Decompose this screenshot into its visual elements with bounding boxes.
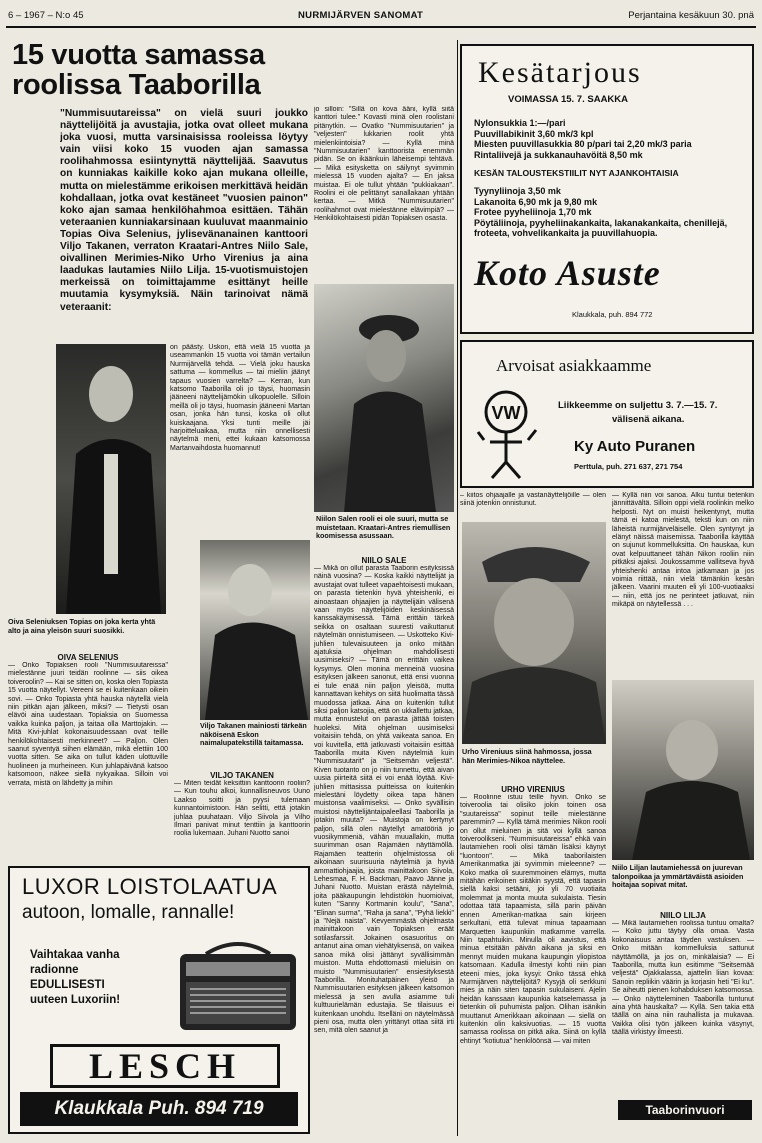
offer-line: Vaihtakaa vanha xyxy=(30,949,120,961)
caption-oiva-selenius: Oiva Seleniuksen Topias on joka kerta yhtä alto ja aina yleisön suuri suosikki. xyxy=(8,617,156,635)
offer-line: Lakanoita 6,90 mk ja 9,80 mk xyxy=(474,196,598,207)
kesa-sale-head: KESÄN TALOUSTEKSTIILIT NYT AJANKOHTAISIA xyxy=(474,168,679,178)
auto-title: Arvoisat asiakkaamme xyxy=(496,356,652,375)
auto-company: Ky Auto Puranen xyxy=(574,438,696,455)
person-silhouette-icon xyxy=(200,540,310,720)
radio-icon xyxy=(176,940,300,1034)
luxor-slogan: autoon, lomalle, rannalle! xyxy=(22,902,235,923)
photo-oiva-selenius xyxy=(56,344,166,614)
text-urho-virenius: — Roolinne istuu teille hyvin. Onko se toiveroolia tai olisiko jokin toinen osa "suutareissa" sopinut teille mielestänne paremmin? — Kyllä tämä merimies Nikon rooli on ollut mieluinen ja sitä voi kyllä sanoa toiveroolikseni. "Nummisuutareissa" ehkä vain lautamiehen rooli olisi tämän lisäksi käynyt "luontoon". — Mikä taaborilaisten Amerikanmatka jäi syvimmin mieleenne? — Koko matka oli suuremmoinen elämys, mutta mitähän erikoinen siitäkin syystä, että tapasin siellä kaksi setääni, joi yli 70 vuotiaita molemmat ja monta muuta sukulaista. Tiesin odottaa tätä tapaamista, sillä parin päivän ennen Amerikan-matkaa sain kirjeen serkultani, että tulevat minua tapaamaan Marquetten kaupunkiin matkamme varrella. Niin tapahtuikin. Minulla oli aavistus, että minua etsitään päivän aikana ja siksi en mennyt muiden mukana kaupungin yliopistoa katsomaan. Kadulla ilmestyi kohti niin pian eteeni mies, joka kysyi: Onko tässä ehkä Nurmijärven näyttelijöitä? Kysyjä oli serkkuni mies ja näin siten tapasin sukulaiseni. Ajelin heidän kanssaan kaupunkia katselemassa ja tietenkin oli puhumista paljon. Olihan isänikin muuttanut Amerikkaan aikoinaan — siellä on kuitenkin olin kaksivuotias. — 15 vuotta samassa roolissa on pitkä aika. Siinä on kyllä ehtinyt "kotiutua" henkilöönsä — vai miten xyxy=(460,794,606,1045)
heading-oiva-selenius: OIVA SELENIUS xyxy=(57,653,119,662)
offer-line: radionne xyxy=(30,964,79,976)
offer-line: Tyynyliinoja 3,50 mk xyxy=(474,186,561,196)
auto-contact: Perttula, puh. 271 637, 271 754 xyxy=(574,462,683,471)
text-niilo-lilja: — Mikä lautamiehen roolissa tuntuu omalta? — Koko juttu täytyy olla omaa. Vasta kokonaisuus antaa täyden vastuksen. — Onko mitään kommelluksia sattunut näyttämöllä, ja jos on, minkälaisia? — Ei Taaborilla, mutta kun esitimme "Seitsemää veljestä" Ojakkalassa, ajattelin liian kovaa: Sanoin repliikin väärin ja korjasin heti "Ei ku". Se aiheutti pienen kohabduksen katsomossa. — Onko näytteleminen Taaborilla tuntunut aina yhtä hauskalta? — Kyllä. Sen takia että täällä on aina niin rauhallista ja mukavaa. Vaikka olisi työn jälkeen kuinka väsynyt, täällä virkistyy ilmeesti. xyxy=(612,920,754,1037)
heading-viljo-takanen: VILJO TAKANEN xyxy=(210,771,274,780)
selenius-continued: on päästy. Uskon, että vielä 15 vuotta ja useammankin 15 vuotta voi tämän vertailun Nurmijärvellä tehdä. — Vielä joku hauska sattuma — kommellus — tai mieliin jäänyt tapaus vuosien varrelta? — Kerran, kun katsomo Taaborilla oli jo täysi, huomasin jääneeni näyttelijämökin ulkopuolelle. Silloin meillä oli jo täysi, huomasin jääneeni Martan osan, jonka hän tunsi, koska oli ollut kuiskaajana. Yksi tunti meille jäi harjoitteluaikaa, mutta niin onnellisesti näytelmä meni, ettei kukaan katsomossa Martanvaihdosta huomannut! xyxy=(170,344,310,452)
page-header xyxy=(8,10,754,24)
caption-urho-virenius: Urho Vireniuus siinä hahmossa, jossa hän Merimies-Nikoa näyttelee. xyxy=(462,747,592,765)
caption-niilo-sale: Niilon Salen rooli ei ole suuri, mutta se muistetaan. Kraatari-Antres riemullisen koomisessa asussaan. xyxy=(316,514,451,541)
kesa-sale-lines xyxy=(474,186,750,239)
kesa-title: Kesätarjous xyxy=(478,56,642,89)
offer-line: Miesten puuvillasukkia 80 p/pari tai 2,20 mk/3 paria xyxy=(474,139,692,149)
offer-line: EDULLISESTI xyxy=(30,979,105,991)
caption-niilo-lilja: Niilo Liljan lautamiehessä on juurevan talonpoikaa ja ymmärtäväistä asioiden hoitajaa sopivat mitat. xyxy=(612,863,744,890)
photo-viljo-takanen xyxy=(200,540,310,720)
signature-taaborinvuori: Taaborinvuori xyxy=(618,1100,752,1120)
heading-niilo-sale: NIILO SALE xyxy=(361,556,407,565)
svg-text:VW: VW xyxy=(491,403,521,423)
photo-urho-virenius xyxy=(462,522,606,744)
heading-niilo-lilja: NIILO LILJA xyxy=(660,911,706,920)
header-rule xyxy=(6,26,756,28)
person-silhouette-icon xyxy=(314,284,454,512)
column-rule xyxy=(457,40,458,1136)
koto-asuste-logo: Koto Asuste xyxy=(474,253,661,293)
photo-niilo-sale xyxy=(314,284,454,512)
photo-niilo-lilja xyxy=(612,680,754,860)
takanen-continued: jo silloin: "Sillä on kova ääni, kyllä siitä kanttori tulee." Kovasti minä olen roolistani pitänytkin. — Ovatko "Nummisuutarien" ja "veljesten" lukkarien roolit yhtä mielenkiintoisia? — Kyllä minä "Nummisuutarien" kanttoorista enemmän pidän. Se on ikäänkuin läheisempi tehtävä. — Mikä esitysketta on säilynyt syvimmin mielessä 15 vuoden ajalta? — En jaksa muistaa. Ei ole tullut yhtään "pukkiakaan". Roolini ei ole pelittänyt sanallakaan yhtään kertaa. — Mitkä "Nummisuutarien" roolihahmot ovat mielestänne elävimpiä? — Henkilökohtaisesti pidän Topiaksen osasta. xyxy=(314,106,454,223)
person-silhouette-icon xyxy=(56,344,166,614)
virenius-continued: — Kyllä niin voi sanoa. Alku tuntui tietenkin jännittävältä. Silloin oppi vielä roolinkin melko helposti. Nyt on muisti heikentynyt, mutta tämä ei katoa mielestä, teksti kun on niin läheistä nurmijärveläiselle. Olen syntynyt ja elänyt näissä maisemissa. Taaborilla käyttää on sujunut kommelluksitta. On hauskaa, kun ovat kelpuuttaneet tähän Nikon rooliin niin pitkäksi ajaksi. Joukossamme vallitseva hyvä yhteishenki antaa intoa jatkamaan ja jos voimia riittää, niin vielä tämänkin kesän jälkeen. Vaarini muuten eli yli 100-vuotiaaksi — niin, että jos ne perinteet jatkuvat, niin mikäpä on näytellessä . . . xyxy=(612,492,754,609)
paper-name: NURMIJÄRVEN SANOMAT xyxy=(298,10,424,21)
text-niilo-sale: — Mikä on ollut parasta Taaborin esityksissä näinä vuosina? — Koska kaikki näyttelijät ja avustajat ovat tulleet vapaehtoisesti mukaan, on parasta tietenkin hyvä yhteishenki, ei ainoastaan ohjaajien ja näyttelijäin välisenä vaan myös näyttelijöiden keskinäisessä kanssakäymisessä. Tämä erittäin tärkeä seikka on osaltaan suuresti vaikuttanut näytelmän onnistumiseen. — Uskotteko Kivi-juhlien tulevaisuuteen ja onko mitään ajatuksia ohjelman mahdollisesti uusimiseksi? — Tämä on erittäin vaikea kysymys. Olen monina menneinä vuosina esityksen jälkeen sanonut, että ensi vuonna ei tule enää niin paljon yleisöä, mutta kannattavan kehitys on siitä huolimatta tässä muodossa jatkaa. Aina on kuitenkin tullut siksi paljon katsojia, että on ukkallettu jatkaa, mutta ennustelut on parasta jättää toisten huoleksi. Mitä ohjelman uusimiseksi voitaisiin tehdä, on yhtä vaikeata sanoa. En voi kuvitella, että jatkuvasti voitaisiin esittää Taaborilla muita Kiven näytelmiä kuin "Nummisuutarit" ja "Seitsemän veljestä". Kiven tuotanto on jo niin tunnettu, että aivan uusia piirteitä siitä ei voi enää löytää. Kivi-juhlien mittasissa puitteissa on kuitenkin mielestäni löydetty oikea tapa hänen muistonsa vaalimiseksi. — Onko syvällisin muistosi näyttelijäntaipaleellasi Taaborilla ja jotakin muuta? — Muistoja on kertynyt paljon, sillä olen näytellyt amatööriä jo vuosikymmeniä, vähän muuallakin, mutta suurimman osan Rajamäen näyttämöllä. Rajamäen teatterin ohjelmistossa oli aikoinaan suurisuuria näytelmiä ja hyviä ammattiohjaajia, joista mainittakoon Siivola, Lehesmaa, F. H. Backman, Paavo Jänne ja Juhani Nuotto. Muistan erästä näytelmiä, joita pääkaupungin lehdistökin huomioivat, kuten "Sanny Kortmanin koulu", "Sana", "Elinan surma", "Raha ja sana", "Pyhä liekki" ja "Nejä naista". Kevyemmästä ohjelmasta mainittakoon vain Topiaksen eräät sotilasfarssit. Jokainen osasuoritus on antanut aina oman viehätyksensä, on vaikea sanoa mikä olisi jättänyt syvällisimmän muiston. Mutta ehdottomasti mieluisin on muisto "Nummisuutarien" ensiesityksestä Taaborilla. Monituhatpäinen yleisö ja Nummisuutarien esityksen jälkeen katsomon mielessä ja sen avulla asiamme tuli kulttuurielämän edustajia. Se tilaisuus ei kuitenkaan unohdu. Itselläni on näytelmässä pieni osa, mutta olen yrittänyt ottaa siitä irti sen, mitä olen saanut ja xyxy=(314,565,454,1035)
offer-line: Frotee pyyheliinoja 1,70 mk xyxy=(474,207,592,217)
kesa-sub: VOIMASSA 15. 7. SAAKKA xyxy=(508,94,629,105)
offer-line: Pöytäliinoja, pyyheliinakankaita, lakanakankaita, chenillejä, froteeta, vohvelikankaita ja puuvillahuopia. xyxy=(474,217,728,238)
text-viljo-takanen: — Miten teidät keksittiin kanttoorin rooliin? — Kun touhu alkoi, kunnallisneuvos Uuno Laakso soitti ja pyysi tulemaan kunnantoimistoon. Hän selitti, että jotakin juhlaa puuhataan. Viljo Siivola ja Vilho Ilmari panivat minut tenttiin ja kanttoorin roolia lukemaan. Juhani Nuotto sanoi xyxy=(174,780,310,838)
sale-continued: – kiitos ohjaajalle ja vastanäyttelijöille — olen siinä jotenkin onnistunut. xyxy=(460,492,606,508)
headline-line-2: roolissa Taaborilla xyxy=(12,69,261,101)
luxor-title: LUXOR LOISTOLAATUA xyxy=(22,874,278,899)
lesch-logo: LESCH xyxy=(50,1044,280,1088)
auto-line1: Liikkeemme on suljettu 3. 7.—15. 7. xyxy=(558,400,718,411)
ad-kesatarjous xyxy=(460,44,754,334)
issue-date: Perjantaina kesäkuun 30. pnä xyxy=(628,10,754,21)
person-silhouette-icon xyxy=(462,522,606,744)
headline xyxy=(12,40,452,100)
ad-luxor xyxy=(8,866,310,1134)
offer-line: uuteen Luxoriin! xyxy=(30,994,121,1006)
auto-line2: välisenä aikana. xyxy=(612,414,685,425)
offer-line: Nylonsukkia 1:—/pari xyxy=(474,118,566,128)
lesch-contact: Klaukkala Puh. 894 719 xyxy=(20,1092,298,1126)
page-number: 6 – 1967 – N:o 45 xyxy=(8,10,84,21)
offer-line: Rintaliivejä ja sukkanauhavöitä 8,50 mk xyxy=(474,149,643,160)
kesa-contact: Klaukkala, puh. 894 772 xyxy=(572,310,653,319)
heading-urho-virenius: URHO VIRENIUS xyxy=(501,785,565,794)
text-oiva-selenius: — Onko Topiaksen rooli "Nummisuutareissa" mielestänne juuri teidän roolinne — siis oikea toiveroolin? — Kai se sitten on, koska olen Topiasta 15 vuotta näytellyt. Vereeni se ei kuitenkaan oikein sovi. — Onko Topiasta yhtä hauska näytellä vielä niin pitkän ajan jälkeen, miksi? — Tietysti osan elävöi aina uudestaan. Topiaksia on Suomessa vaikka kuinka paljon, ja taitaa olla Marttojakin. — Mitä Kivi-juhlat kokonaisuudessaan ovat teille henkilökohtaisesti merkinneet? — Paljon. Olen saanut syventyä siihen elämään, mikä elettiin 100 vuotta sitten. Se aika on tullut käden ulottuville huolineen ja murheineen. Kun juhlapäivänä katsoo katsomoon, näkee siellä nykyaikaa. Silloin voi verrata, mistä on lähdetty ja mihin xyxy=(8,662,168,787)
headline-line-1: 15 vuotta samassa xyxy=(12,39,265,71)
lede: "Nummisuutareissa" on vielä suuri joukko näyttelijöitä ja avustajia, jotka ovat olleet mukana joka vuosi, mutta varsinaisissa rooleissa löytyy vain viisi koko 15 vuoden ajan samassa roolihahmossa esiintynyttä näyttelijää. Saavutus on kunniakas kaikille koko ajan mukana olleille, mutta on mielestämme erikoisen merkittävä heidän kohdallaan, jotka ovat kestäneet "vuosien painon" koko ajan samaa henkilöhahmoa esittäen. Tähän veteraanien kunniakarsinaan kuuluvat maanmainio Topias Oiva Selenius, jylisevänanainen kanttoori Viljo Takanen, verraton Kraatari-Antres Niilo Sale, oivallinen Merimies-Niko Urho Virenius ja aina laadukas lautamies Niilo Lilja. 15-vuotismuistojen merkeissä on toimittajamme esittänyt heille muutamia kysymyksiä. Näin tarinoivat nämä veteraanit: xyxy=(60,108,308,313)
luxor-offer xyxy=(30,948,120,1008)
vw-mascot-icon xyxy=(474,382,544,482)
offer-line: Puuvillabikinit 3,60 mk/3 kpl xyxy=(474,128,594,139)
person-silhouette-icon xyxy=(612,680,754,860)
ad-auto-puranen xyxy=(460,340,754,488)
caption-viljo-takanen: Viljo Takanen mainiosti tärkeän näköisenä Eskon naimalupatekstillä taitamassa. xyxy=(200,721,307,748)
kesa-lines xyxy=(474,118,750,160)
